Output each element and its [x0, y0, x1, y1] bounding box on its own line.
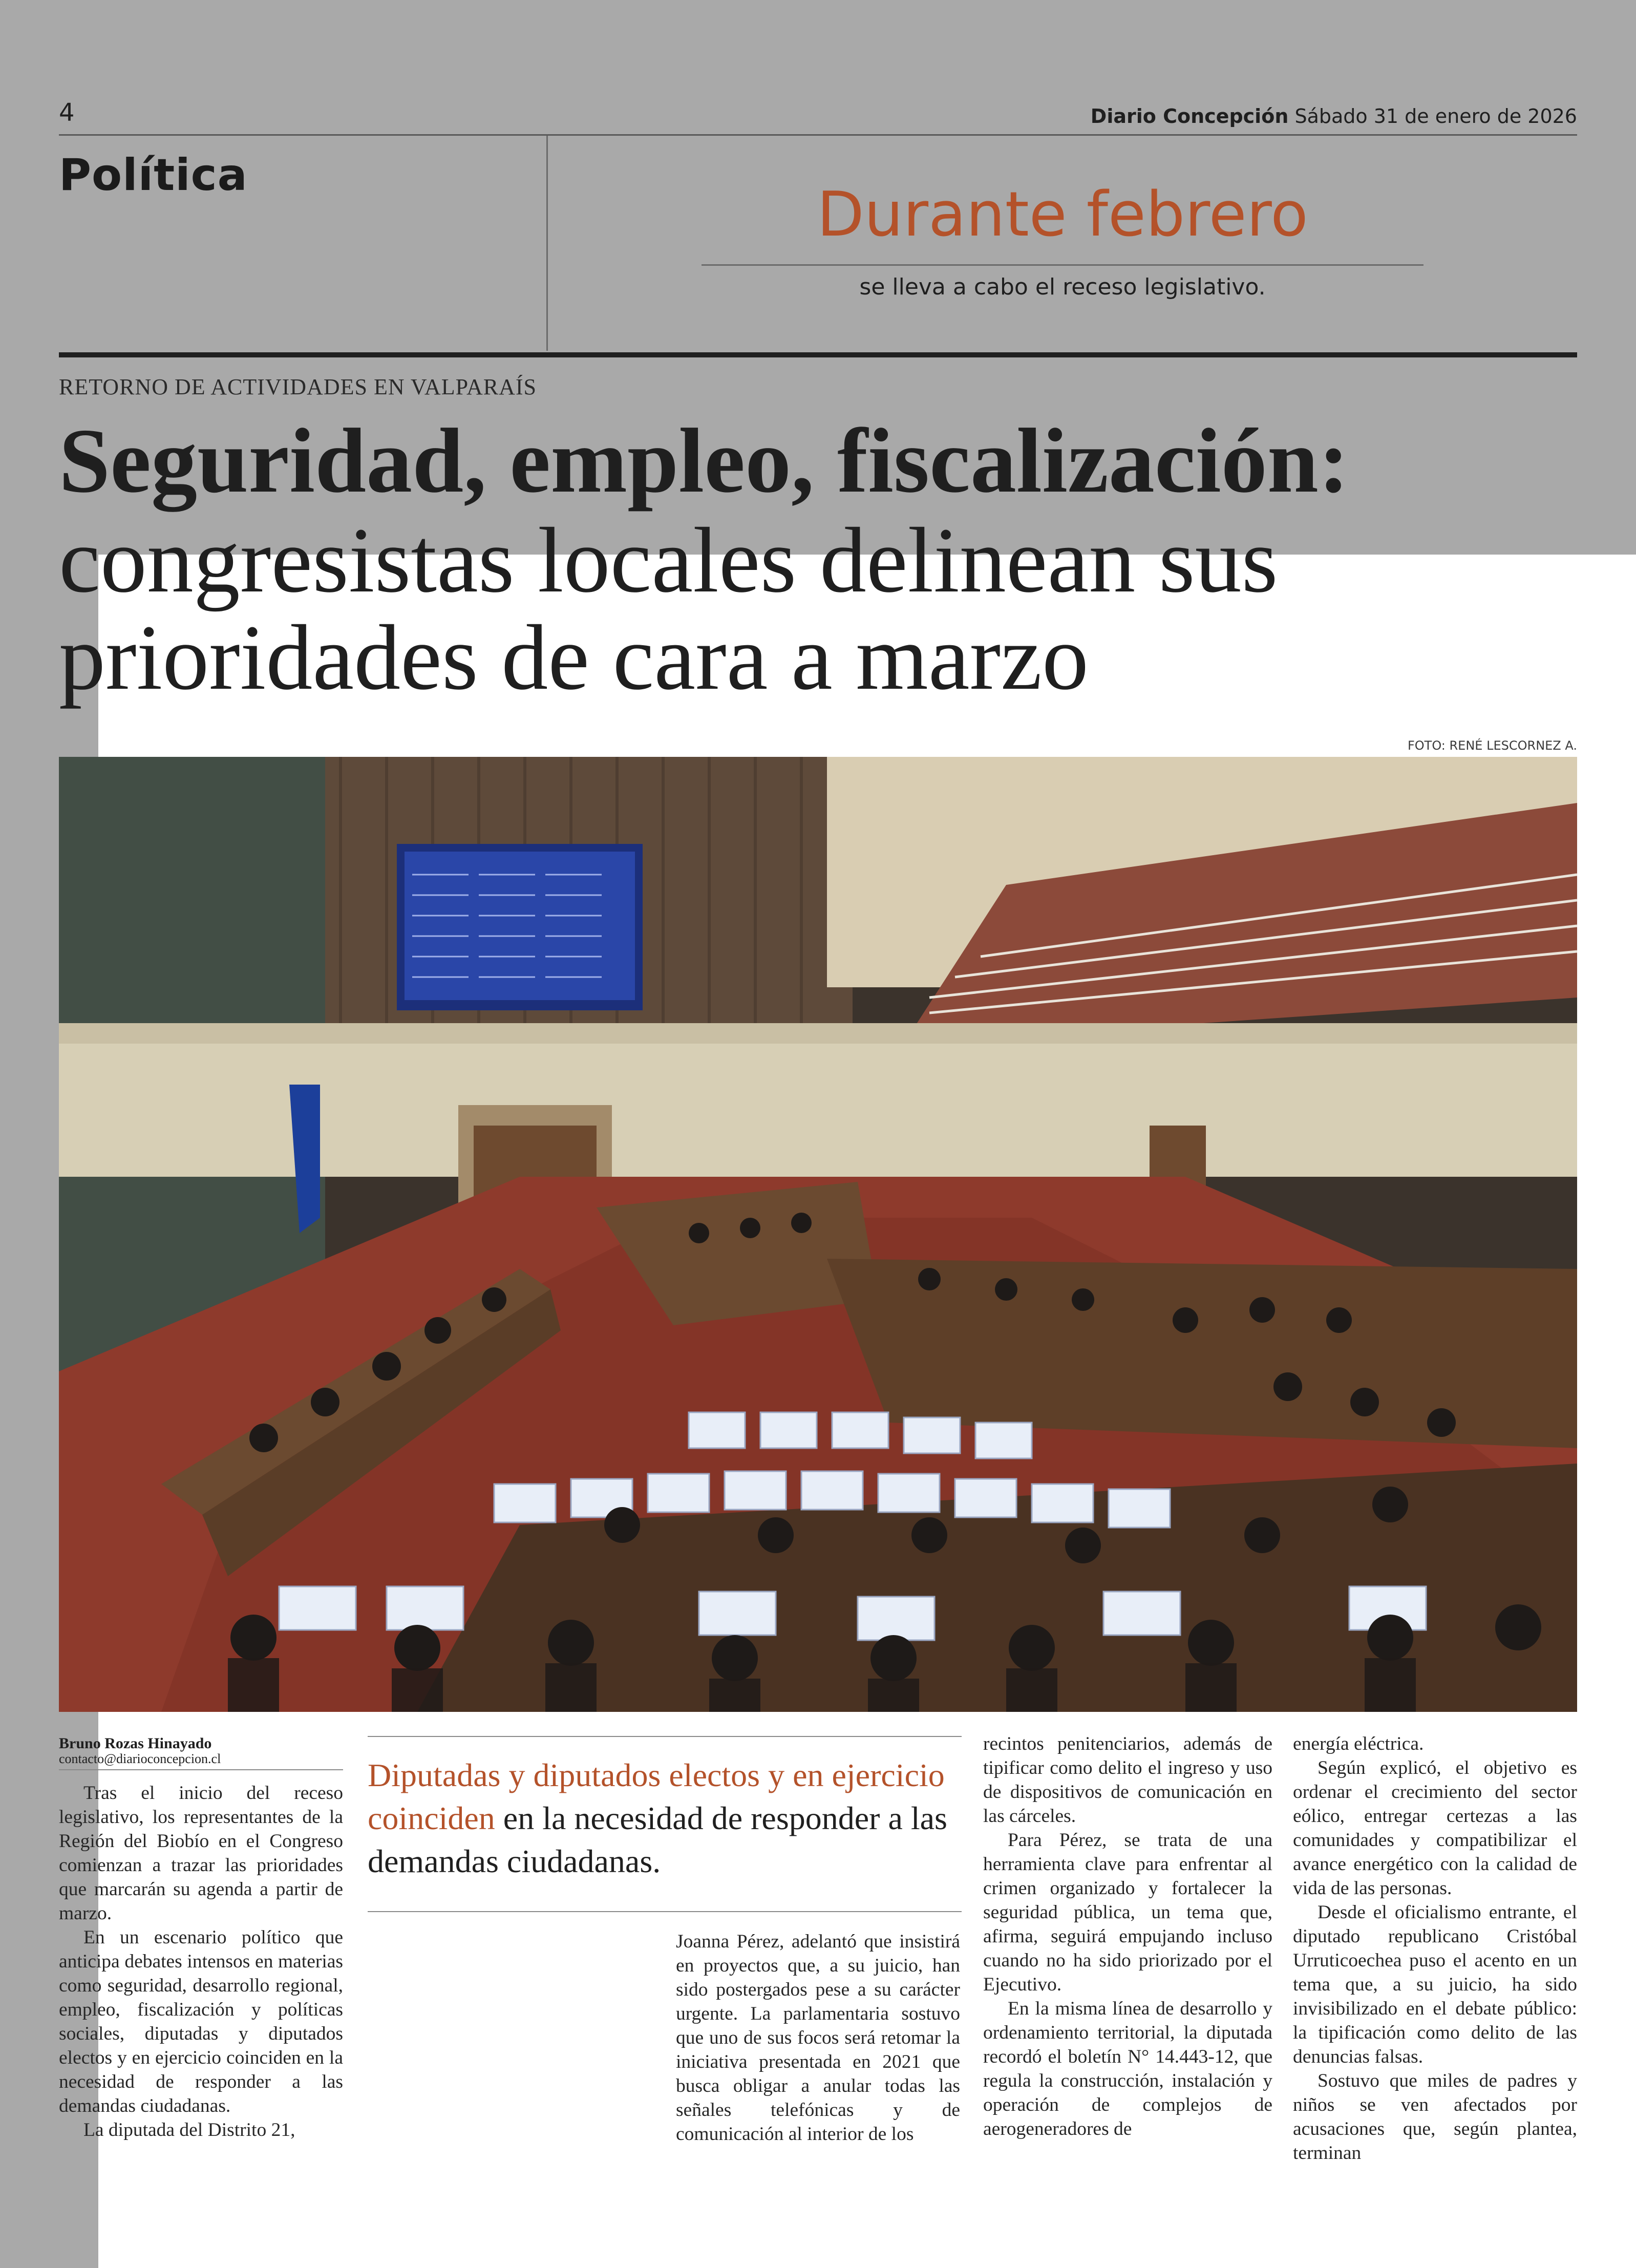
column-4: [983, 1732, 1272, 2141]
headline-line-3: prioridades de cara a marzo: [59, 606, 1089, 709]
photo-credit: FOTO: RENÉ LESCORNEZ A.: [1407, 738, 1577, 753]
quote-rule-top: [368, 1736, 962, 1737]
byline-rule: [59, 1769, 343, 1770]
pull-quote-accent: Diputadas y diputados electos y en ejercicio coinciden: [368, 1757, 945, 1836]
page-number: 4: [59, 98, 75, 127]
thick-divider: [59, 352, 1577, 357]
header-rule: [59, 134, 1577, 136]
pull-rule: [702, 264, 1423, 266]
paragraph: En un escenario político que anticipa debates intensos en materias como seguridad, desarrollo regional, empleo, fiscalización y políticas sociales, diputadas y diputados electos y en ejercicio coinciden en la necesidad de responder a las demandas ciudadanas.: [59, 1927, 343, 2116]
pull-subtitle: se lleva a cabo el receso legislativo.: [859, 274, 1266, 300]
paragraph: recintos penitenciarios, además de tipificar como delito el ingreso y uso de dispositivos de comunicación en las cárceles.: [983, 1733, 1272, 1827]
paragraph: Según explicó, el objetivo es ordenar el crecimiento del sector eólico, entregar certezas a las comunidades y compatibilizar el avance energético con la calidad de vida de las personas.: [1293, 1757, 1577, 1899]
newspaper-name: Diario Concepción: [1090, 105, 1289, 128]
article-headline: [59, 410, 1585, 707]
headline-line-2: congresistas locales delinean sus: [59, 509, 1278, 612]
paragraph: En la misma línea de desarrollo y ordenamiento territorial, la diputada recordó el boletín N° 14.443-12, que regula la construcción, instalación y operación de complejos de aerogeneradores de: [983, 1998, 1272, 2139]
byline-email: contacto@diarioconcepcion.cl: [59, 1751, 221, 1766]
byline: Bruno Rozas Hinayado: [59, 1735, 212, 1752]
paragraph: La diputada del Distrito 21,: [83, 2119, 295, 2140]
article-kicker: RETORNO DE ACTIVIDADES EN VALPARAÍS: [59, 374, 537, 399]
headline-bold-line: Seguridad, empleo, fiscalización:: [59, 410, 1349, 512]
masthead: [1091, 105, 1577, 128]
header-divider: [546, 136, 548, 351]
paragraph: Joanna Pérez, adelantó que insistirá en proyectos que, a su juicio, han sido postergados pese a su carácter urgente. La parlamentaria sostuvo que uno de sus focos será retomar la iniciativa presentada en 2021 que busca obligar a anular todas las señales telefónicas y de comunicación al interior de los: [676, 1931, 960, 2145]
paragraph: Desde el oficialismo entrante, el diputado republicano Cristóbal Urruticoechea puso el acento en un tema que, a su juicio, ha sido invisibilizado en el debate público: la tipificación como delito de las denuncias falsas.: [1293, 1902, 1577, 2067]
pull-title: Durante febrero: [817, 179, 1308, 250]
quote-rule-bottom: [368, 1911, 962, 1912]
paragraph: energía eléctrica.: [1293, 1733, 1424, 1754]
chamber-photo: [59, 757, 1577, 1712]
column-5: [1293, 1732, 1577, 2165]
column-1: [59, 1781, 343, 2142]
paragraph: Tras el inicio del receso legislativo, los representantes de la Región del Biobío en el Congreso comienzan a trazar las prioridades que marcarán su agenda a partir de marzo.: [59, 1783, 343, 1924]
column-3: [676, 1930, 960, 2146]
paragraph: Sostuvo que miles de padres y niños se ven afectados por acusaciones que, según plantea, terminan: [1293, 2070, 1577, 2164]
issue-date: Sábado 31 de enero de 2026: [1294, 105, 1577, 128]
pull-quote-rest: en la necesidad de responder a las demandas ciudadanas.: [368, 1800, 947, 1879]
section-title: Política: [59, 150, 248, 201]
paragraph: Para Pérez, se trata de una herramienta clave para enfrentar al crimen organizado y fortalecer la seguridad pública, un tema que, afirma, seguirá empujando incluso cuando no ha sido priorizado por el Ejecutivo.: [983, 1830, 1272, 1995]
pull-quote: [368, 1754, 962, 1883]
chamber-photo-illustration: [59, 757, 1577, 1712]
